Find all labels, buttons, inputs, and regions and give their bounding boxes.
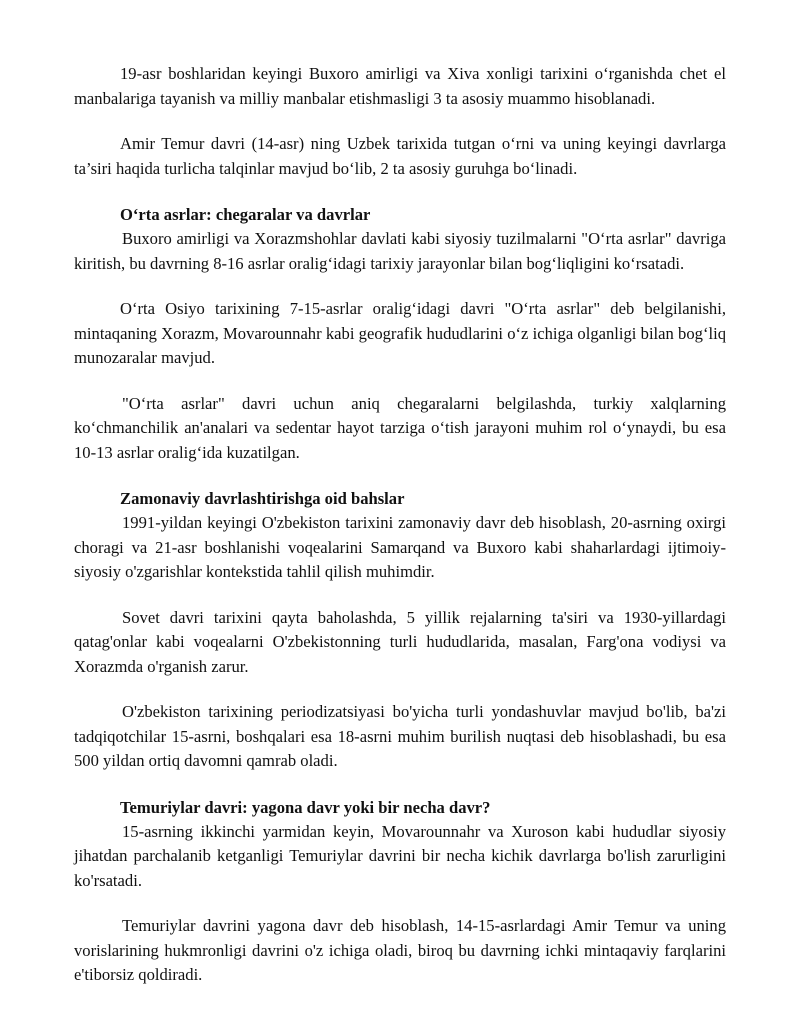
document-page: [74, 62, 726, 988]
paragraph: 19-asr boshlaridan keyingi Buxoro amirligi va Xiva xonligi tarixini o‘rganishda chet el manbalariga tayanish va milliy manbalar etishmasligi 3 ta asosiy muammo hisoblanadi.: [74, 64, 726, 108]
paragraph: O'zbekiston tarixining periodizatsiyasi bo'yicha turli yondashuvlar mavjud bo'lib, ba'zi tadqiqotchilar 15-asrni, boshqalari esa 18-asrni muhim burilish nuqtasi deb hisoblashadi, bu esa 500 yildan ortiq davomni qamrab oladi.: [74, 702, 726, 770]
paragraph: Temuriylar davrini yagona davr deb hisoblash, 14-15-asrlardagi Amir Temur va uning vorislarining hukmronligi davrini o'z ichiga oladi, biroq bu davrning ichki mintaqaviy farqlarini e'tiborsiz qoldiradi.: [74, 916, 726, 984]
paragraph: "O‘rta asrlar" davri uchun aniq chegaralarni belgilashda, turkiy xalqlarning ko‘chmanchilik an'analari va sedentar hayot tarziga o‘tish jarayoni muhim rol o‘ynaydi, bu esa 10-13 asrlar oralig‘ida kuzatilgan.: [74, 393, 726, 462]
section-heading: O‘rta asrlar: chegaralar va davrlar: [120, 205, 371, 224]
paragraph: Buxoro amirligi va Xorazmshohlar davlati kabi siyosiy tuzilmalarni "O‘rta asrlar" davriga kiritish, bu davrning 8-16 asrlar oralig‘idagi tarixiy jarayonlar bilan bog‘liqligini ko‘rsatadi.: [74, 229, 726, 273]
paragraph: Amir Temur davri (14-asr) ning Uzbek tarixida tutgan o‘rni va uning keyingi davrlarga ta’siri haqida turlicha talqinlar mavjud bo‘lib, 2 ta asosiy guruhga bo‘linadi.: [74, 134, 726, 178]
paragraph: 15-asrning ikkinchi yarmidan keyin, Movarounnahr va Xuroson kabi hududlar siyosiy jihatdan parchalanib ketganligi Temuriylar davrini bir necha kichik davrlarga bo'lish zarurligini ko'rsatadi.: [74, 821, 726, 890]
section-heading: Temuriylar davri: yagona davr yoki bir necha davr?: [120, 797, 491, 817]
paragraph: Sovet davri tarixini qayta baholashda, 5 yillik rejalarning ta'siri va 1930-yillardagi qatag'onlar kabi voqealarni O'zbekistonning turli hududlarida, masalan, Farg'ona vodiysi va Xorazmda o'rganish zarur.: [74, 607, 726, 676]
paragraph: O‘rta Osiyo tarixining 7-15-asrlar oralig‘idagi davri "O‘rta asrlar" deb belgilanishi, mintaqaning Xorazm, Movarounnahr kabi geografik hududlarini o‘z ichiga olganligi bilan bog‘liq munozaralar mavjud.: [74, 299, 726, 367]
paragraph: 1991-yildan keyingi O'zbekiston tarixini zamonaviy davr deb hisoblash, 20-asrning oxirgi choragi va 21-asr boshlanishi voqealarini Samarqand va Buxoro kabi shaharlardagi ijtimoiy-siyosiy o'zgarishlar kontekstida tahlil qilish muhimdir.: [74, 513, 726, 581]
section-heading: Zamonaviy davrlashtirishga oid bahslar: [120, 489, 405, 508]
